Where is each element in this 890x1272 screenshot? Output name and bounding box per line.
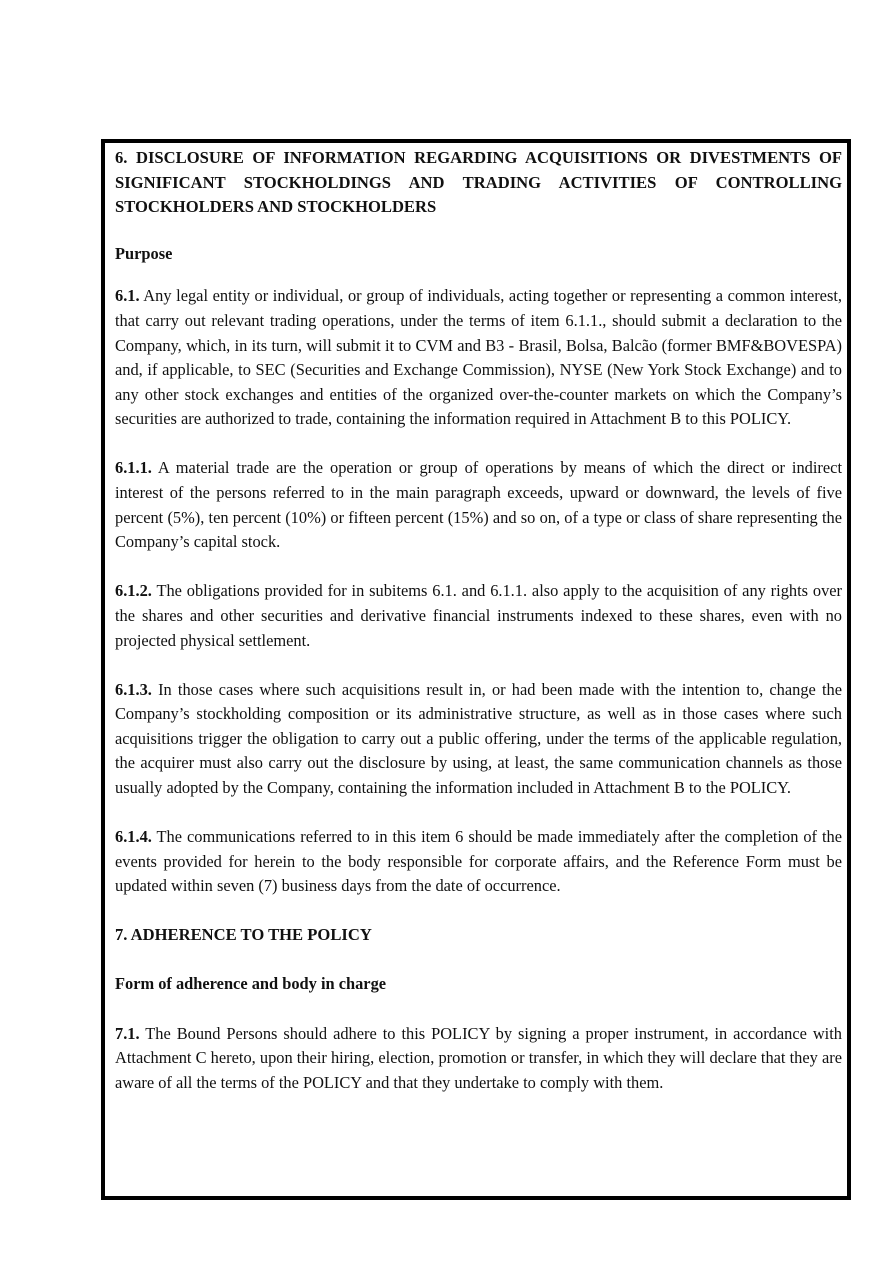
paragraph-text: In those cases where such acquisitions result in, or had been made with the intention to, change the Company’s stockholding composition or its administrative structure, as well as in those cases where such acquisitions trigger the obligation to carry out a public offering, under the terms of the applicable regulation, the acquirer must also carry out the disclosure by using, at least, the same communication channels as those usually adopted by the Company, containing the information included in Attachment B to the POLICY. [115,679,842,797]
paragraph-text: The obligations provided for in subitems 6.1. and 6.1.1. also apply to the acquisition of any rights over the shares and other securities and derivative financial instruments indexed to these shares, even with no projected physical settlement. [115,581,842,650]
paragraph-6-1 [115,284,842,432]
section-6-title: 6. DISCLOSURE OF INFORMATION REGARDING ACQUISITIONS OR DIVESTMENTS OF SIGNIFICANT STOCKHOLDINGS AND TRADING ACTIVITIES OF CONTROLLING STOCKHOLDERS AND STOCKHOLDERS [115,148,842,217]
paragraph-number: 6.1.3. [115,679,152,699]
paragraph-7-1 [115,1022,842,1096]
paragraph-number: 6.1.2. [115,581,152,601]
section-7-subhead: Form of adherence and body in charge [115,974,387,994]
paragraph-6-1-4 [115,825,842,899]
paragraph-number: 6.1.4. [115,827,152,847]
paragraph-text: A material trade are the operation or group of operations by means of which the direct or indirect interest of the persons referred to in the main paragraph exceeds, upward or downward, the levels of five percent (5%), ten percent (10%) or fifteen percent (15%) and so on, of a type or class of share representing the Company’s capital stock. [115,458,842,552]
paragraph-number: 6.1.1. [115,458,152,478]
document-content [115,146,842,1095]
paragraph-number: 7.1. [115,1023,140,1043]
section-6-subhead: Purpose [115,243,173,263]
paragraph-text: Any legal entity or individual, or group of individuals, acting together or representing a common interest, that carry out relevant trading operations, under the terms of item 6.1.1., should submit a declaration to the Company, which, in its turn, will submit it to CVM and B3 - Brasil, Bolsa, Balcão (former BMF&BOVESPA) and, if applicable, to SEC (Securities and Exchange Commission), NYSE (New York Stock Exchange) and to any other stock exchanges and entities of the organized over-the-counter markets on which the Company’s securities are authorized to trade, containing the information required in Attachment B to this POLICY. [115,286,842,429]
paragraph-6-1-3 [115,678,842,801]
paragraph-6-1-1 [115,456,842,554]
paragraph-6-1-2 [115,579,842,653]
paragraph-text: The communications referred to in this item 6 should be made immediately after the completion of the events provided for herein to the body responsible for corporate affairs, and the Reference Form must be updated within seven (7) business days from the date of occurrence. [115,827,842,896]
paragraph-number: 6.1. [115,286,140,306]
document-frame [101,139,851,1200]
paragraph-text: The Bound Persons should adhere to this POLICY by signing a proper instrument, in accordance with Attachment C hereto, upon their hiring, election, promotion or transfer, in which they will declare that they are aware of all the terms of the POLICY and that they undertake to comply with them. [115,1023,842,1092]
section-7-title: 7. ADHERENCE TO THE POLICY [115,925,372,945]
